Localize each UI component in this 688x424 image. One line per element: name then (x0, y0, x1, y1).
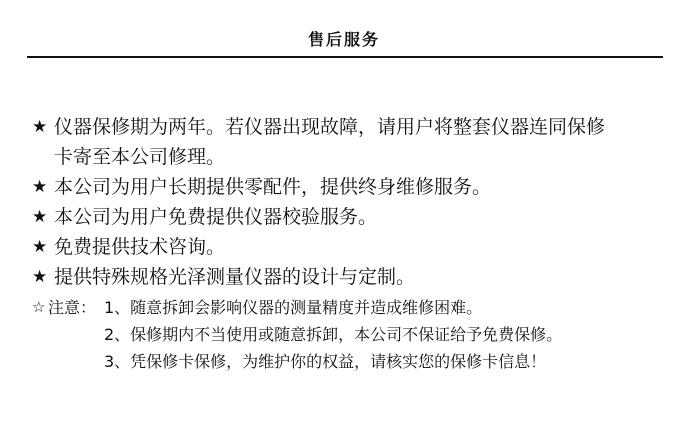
service-item-consulting (32, 232, 672, 262)
note-row (32, 294, 672, 321)
service-text-line: 本公司为用户长期提供零配件，提供终身维修服务。 (54, 176, 492, 198)
star-icon: ★ (32, 267, 48, 287)
service-item-parts (32, 172, 672, 202)
page-title: 售后服务 (307, 30, 380, 49)
note-row (32, 321, 672, 348)
title-divider (27, 56, 663, 58)
service-text-line: 免费提供技术咨询。 (54, 236, 226, 258)
notes-section (32, 294, 672, 375)
service-text-line: 提供特殊规格光泽测量仪器的设计与定制。 (54, 266, 416, 288)
note-text: 3、凭保修卡保修，为维护你的权益，请核实您的保修卡信息！ (104, 352, 547, 371)
service-list (32, 112, 672, 292)
note-row (32, 348, 672, 375)
service-text-line: 卡寄至本公司修理。 (54, 146, 226, 168)
hollow-star-icon: ☆ (32, 298, 46, 316)
star-icon: ★ (32, 117, 48, 137)
service-item-calibration (32, 202, 672, 232)
notes-label: 注意： (48, 298, 97, 317)
service-text-line: 本公司为用户免费提供仪器校验服务。 (54, 206, 378, 228)
star-icon: ★ (32, 207, 48, 227)
service-text-line: 仪器保修期为两年。若仪器出现故障，请用户将整套仪器连同保修 (54, 116, 606, 138)
note-text: 2、保修期内不当使用或随意拆卸，本公司不保证给予免费保修。 (104, 325, 563, 344)
star-icon: ★ (32, 177, 48, 197)
service-item-customization (32, 262, 672, 292)
note-text: 1、随意拆卸会影响仪器的测量精度并造成维修困难。 (104, 298, 483, 317)
star-icon: ★ (32, 237, 48, 257)
service-item-warranty (32, 112, 672, 172)
